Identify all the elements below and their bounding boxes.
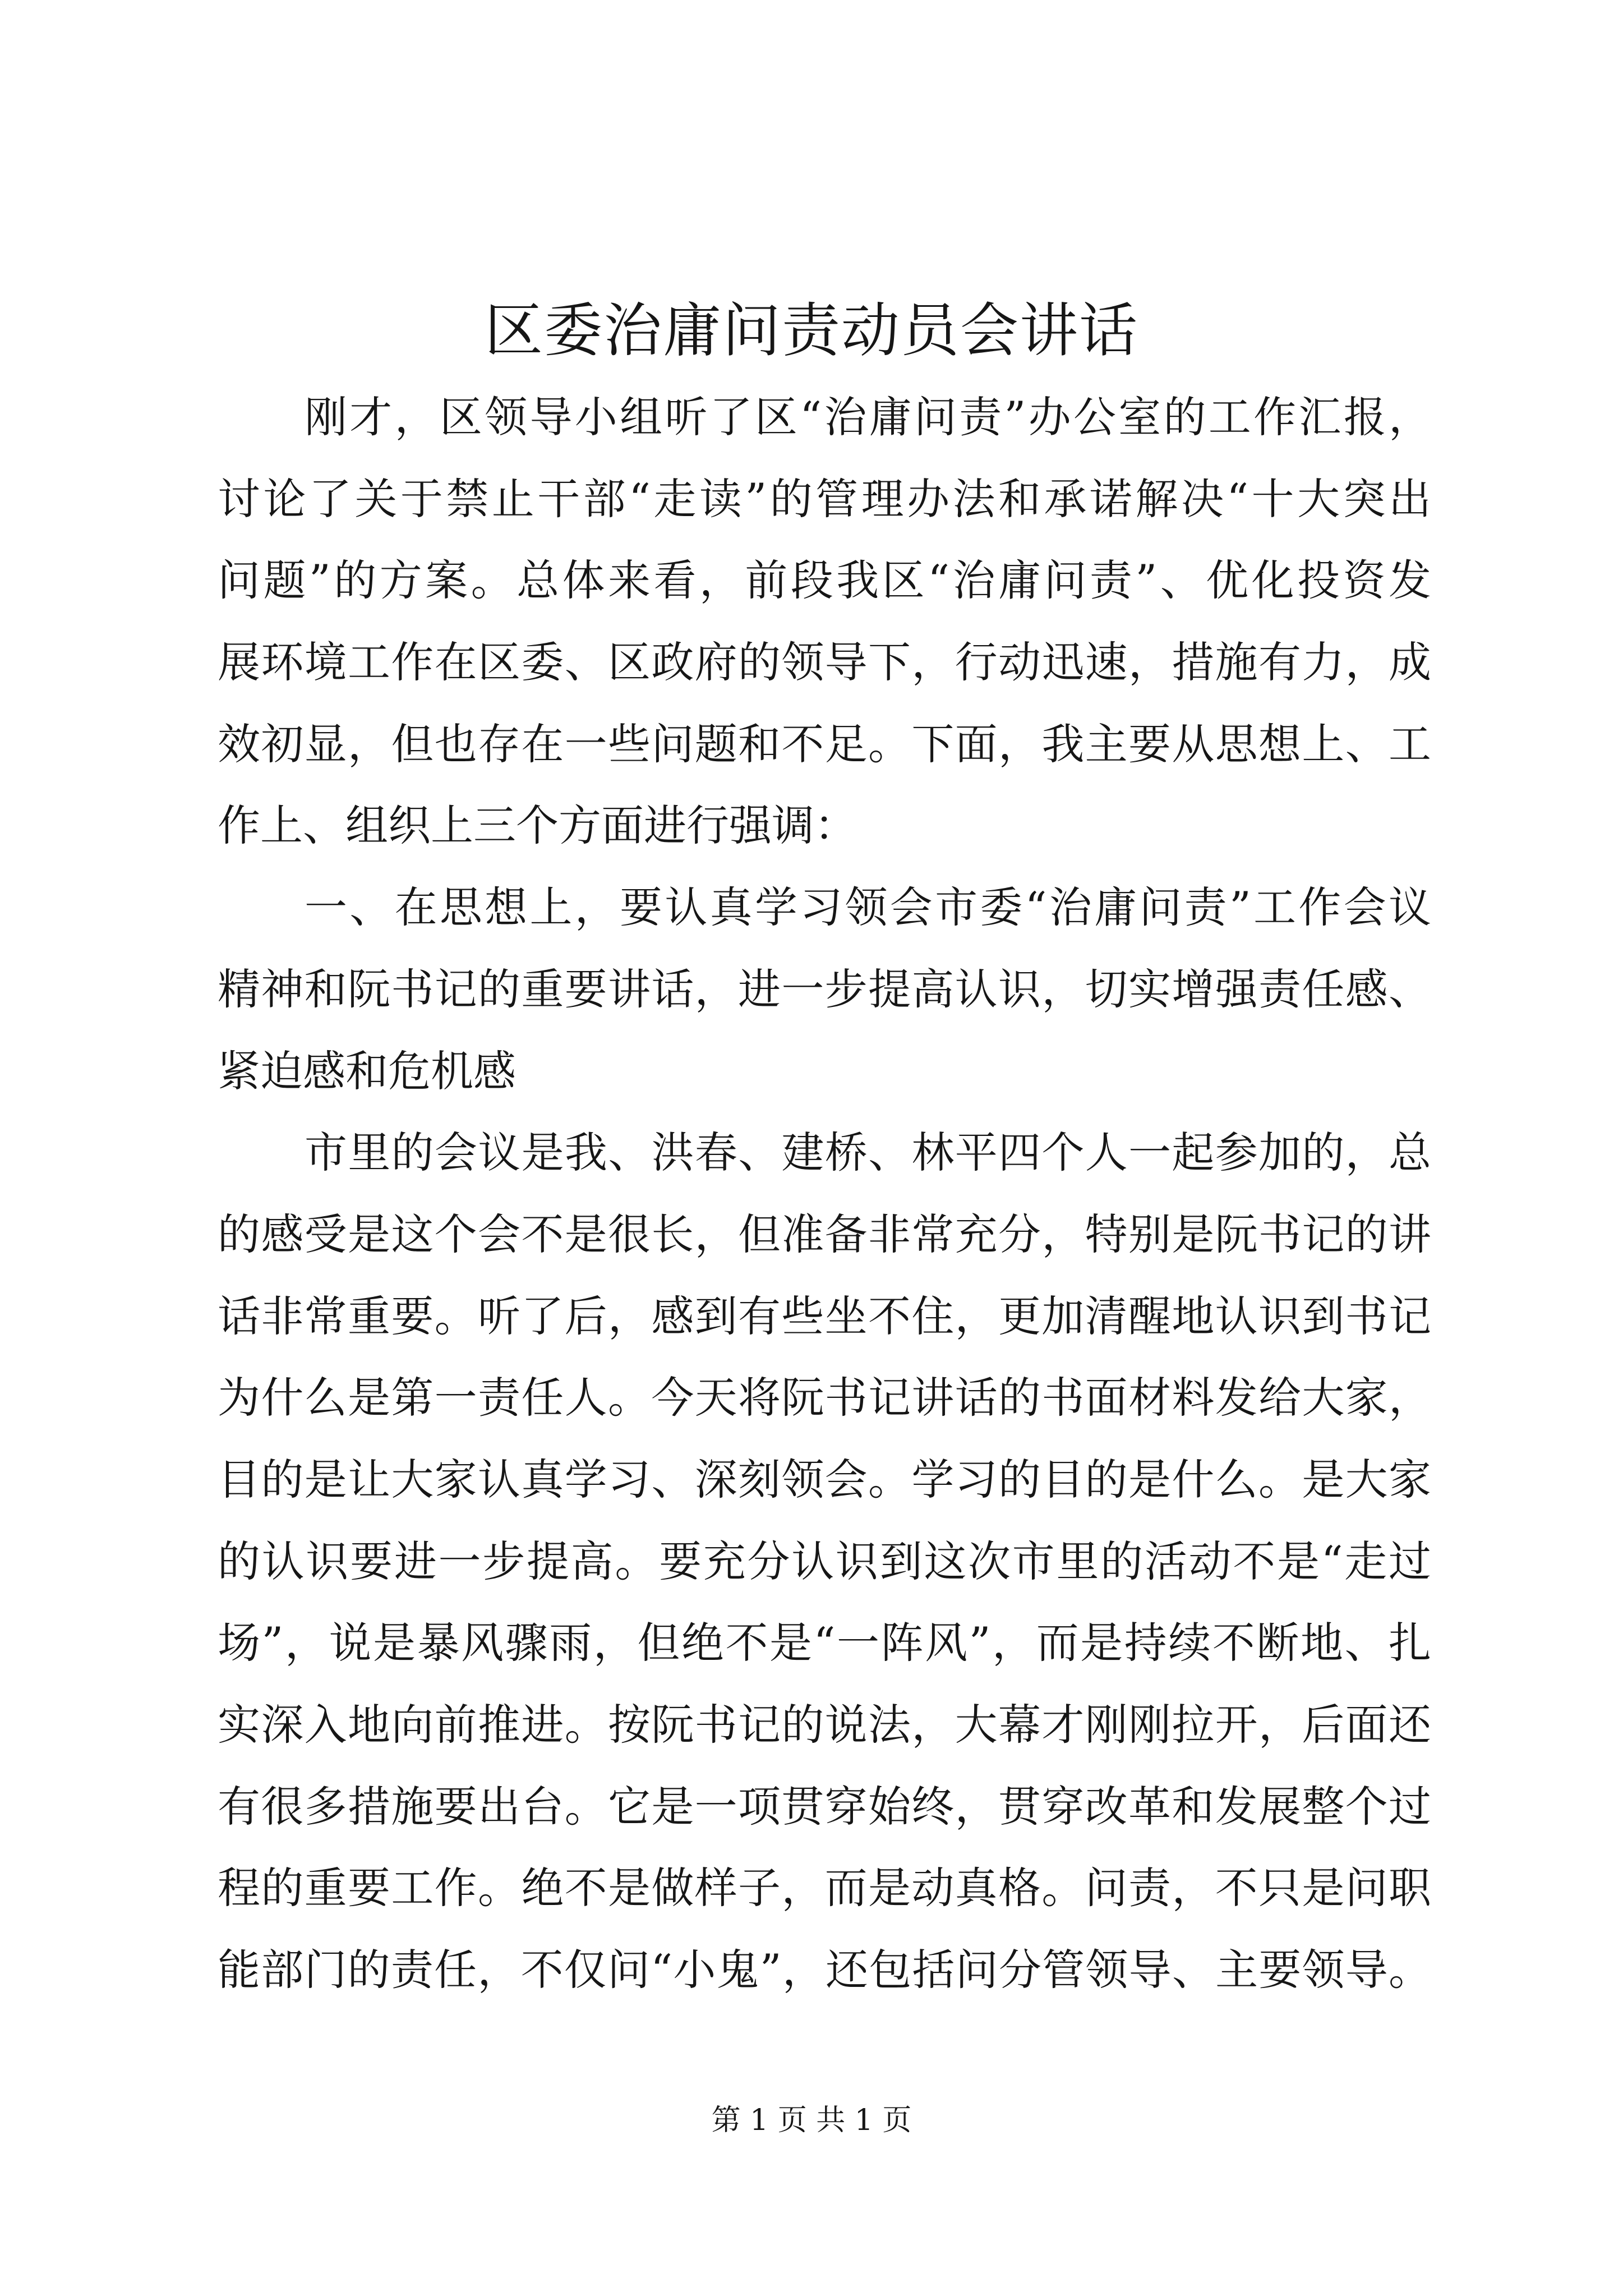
body-line: 程的重要工作。绝不是做样子，而是动真格。问责，不只是问职	[218, 1863, 1431, 1913]
body-line: 实深入地向前推进。按阮书记的说法，大幕才刚刚拉开，后面还	[218, 1700, 1431, 1750]
body-line: 场”，说是暴风骤雨，但绝不是“一阵风”，而是持续不断地、扎	[218, 1618, 1431, 1668]
body-line: 紧迫感和危机感	[218, 1046, 516, 1096]
body-line: 能部门的责任，不仅问“小鬼”，还包括问分管领导、主要领导。	[218, 1945, 1431, 1995]
page-footer: 第 1 页 共 1 页	[711, 2104, 912, 2137]
body-line: 一、在思想上，要认真学习领会市委“治庸问责”工作会议	[305, 882, 1431, 933]
body-line: 的感受是这个会不是很长，但准备非常充分，特别是阮书记的讲	[218, 1209, 1431, 1259]
paragraph-intro	[218, 376, 1431, 867]
body-line: 作上、组织上三个方面进行强调：	[218, 800, 857, 851]
body-line: 精神和阮书记的重要讲话，进一步提高认识，切实增强责任感、	[218, 964, 1431, 1014]
body-line: 问题”的方案。总体来看，前段我区“治庸问责”、优化投资发	[218, 555, 1431, 606]
paragraph-section-heading	[218, 867, 1431, 1112]
body-line: 市里的会议是我、洪春、建桥、林平四个人一起参加的，总	[305, 1128, 1431, 1178]
body-line: 有很多措施要出台。它是一项贯穿始终，贯穿改革和发展整个过	[218, 1781, 1431, 1832]
document-body	[218, 376, 1431, 2011]
paragraph-meeting	[218, 1112, 1431, 2011]
body-line: 刚才，区领导小组听了区“治庸问责”办公室的工作汇报，	[305, 392, 1431, 442]
body-line: 目的是让大家认真学习、深刻领会。学习的目的是什么。是大家	[218, 1454, 1431, 1504]
document-title: 区委治庸问责动员会讲话	[484, 296, 1138, 365]
body-line: 展环境工作在区委、区政府的领导下，行动迅速，措施有力，成	[218, 637, 1431, 688]
body-line: 的认识要进一步提高。要充分认识到这次市里的活动不是“走过	[218, 1536, 1431, 1586]
body-line: 为什么是第一责任人。今天将阮书记讲话的书面材料发给大家，	[218, 1373, 1431, 1423]
body-line: 话非常重要。听了后，感到有些坐不住，更加清醒地认识到书记	[218, 1291, 1431, 1341]
body-line: 讨论了关于禁止干部“走读”的管理办法和承诺解决“十大突出	[218, 473, 1431, 524]
body-line: 效初显，但也存在一些问题和不足。下面，我主要从思想上、工	[218, 719, 1431, 769]
